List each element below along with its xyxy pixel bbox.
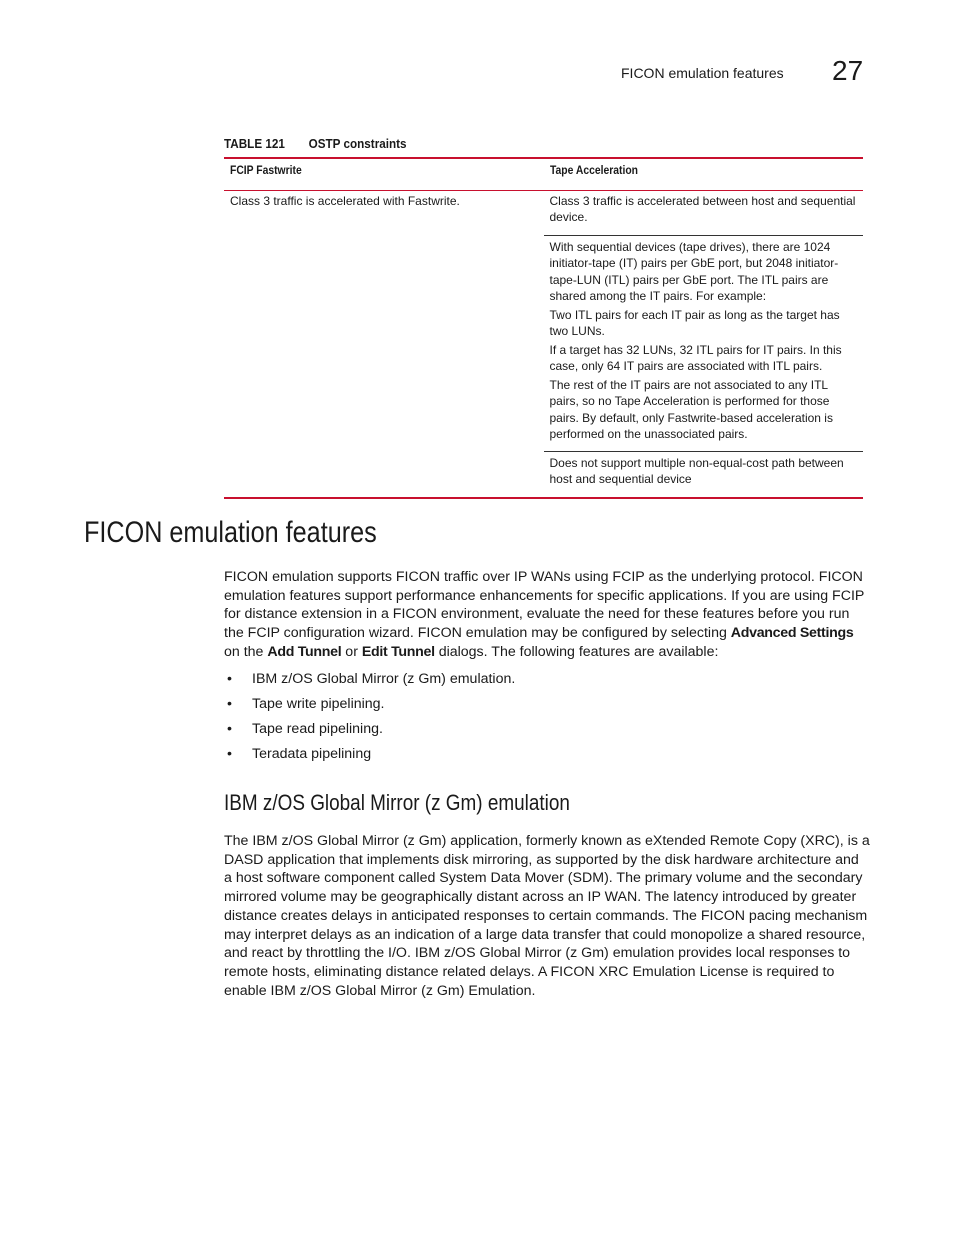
running-header-title: FICON emulation features [621, 65, 784, 81]
cell-paragraph: The rest of the IT pairs are not associated to any ITL pairs, so no Tape Acceleration is performed for those pairs. By default, only Fastwrite-based acceleration is performed on the unassociated pairs. [549, 377, 833, 441]
table-cell-fastwrite [224, 235, 544, 451]
table-row [224, 190, 863, 235]
bullet-icon: • [227, 696, 232, 712]
table-cell-tape-acceleration [544, 235, 864, 451]
edit-tunnel-ref: Edit Tunnel [361, 643, 435, 660]
bullet-icon: • [227, 721, 232, 737]
list-item: • Tape read pipelining. [227, 721, 383, 737]
table-row [224, 451, 863, 498]
section-heading: FICON emulation features [84, 516, 377, 549]
bullet-icon: • [227, 671, 232, 687]
list-item: • IBM z/OS Global Mirror (z Gm) emulation. [227, 671, 516, 687]
subsection-heading: IBM z/OS Global Mirror (z Gm) emulation [224, 790, 570, 815]
advanced-settings-ref: Advanced Settings [730, 625, 854, 642]
zgm-paragraph: The IBM z/OS Global Mirror (z Gm) application, formerly known as eXtended Remote Copy (XRC), is a DASD application that implements disk mirroring, as supported by the disk hardware architecture and a host software component called System Data Mover (SDM). The primary volume and the secondary mirrored volume may be geographically distant across an IP WAN. The latency introduced by greater distance creates delays in anticipated responses to certain commands. The FICON pacing mechanism may interpret delays as an indication of a large data transfer that could monopolize a shared resource, and react by throttling the I/O. IBM z/OS Global Mirror (z Gm) emulation provides local responses to remote hosts, eliminating distance related delays. A FICON XRC Emulation License is required to enable IBM z/OS Global Mirror (z Gm) Emulation. [224, 833, 870, 999]
table-header-row [224, 158, 863, 190]
table-cell-tape-acceleration: Class 3 traffic is accelerated between host and sequential device. [549, 193, 856, 224]
table-cell-tape-acceleration: Does not support multiple non-equal-cost path between host and sequential device [544, 451, 864, 498]
cell-paragraph: Two ITL pairs for each IT pair as long as the target has two LUNs. [549, 307, 840, 338]
chapter-number: 27 [832, 55, 864, 86]
bullet-icon: • [227, 746, 232, 762]
list-item: • Tape write pipelining. [227, 696, 385, 712]
intro-paragraph: FICON emulation supports FICON traffic over IP WANs using FCIP as the underlying protocol. FICON emulation features support performance enhancements for specific applications. If you are using FCIP for distance extension in a FICON environment, evaluate the need for these features before you run the FCIP configuration wizard. FICON emulation may be configured by selecting Advanced Settings on the Add Tunnel or Edit Tunnel dialogs. The following features are available: [224, 569, 865, 660]
table-cell-fastwrite: Class 3 traffic is accelerated with Fastwrite. [230, 193, 460, 208]
table-caption [224, 136, 407, 151]
add-tunnel-ref: Add Tunnel [267, 643, 342, 660]
table-caption-number: TABLE 121 [224, 136, 285, 151]
column-header-tape-acceleration: Tape Acceleration [544, 158, 864, 190]
cell-paragraph: With sequential devices (tape drives), there are 1024 initiator-tape (IT) pairs per GbE port, but 2048 initiator-tape-LUN (ITL) pairs per GbE port. The ITL pairs are shared among the IT pairs. For example: [549, 239, 839, 303]
table-cell-fastwrite [224, 451, 544, 498]
cell-paragraph: If a target has 32 LUNs, 32 ITL pairs for IT pairs. In this case, only 64 IT pairs are associated with ITL pairs. [549, 342, 842, 373]
table-caption-title: OSTP constraints [308, 136, 407, 151]
ostp-constraints-table [224, 157, 863, 499]
table-row [224, 235, 863, 451]
feature-list [224, 669, 515, 769]
list-item: • Teradata pipelining [227, 746, 372, 762]
column-header-fcip-fastwrite: FCIP Fastwrite [224, 158, 544, 190]
